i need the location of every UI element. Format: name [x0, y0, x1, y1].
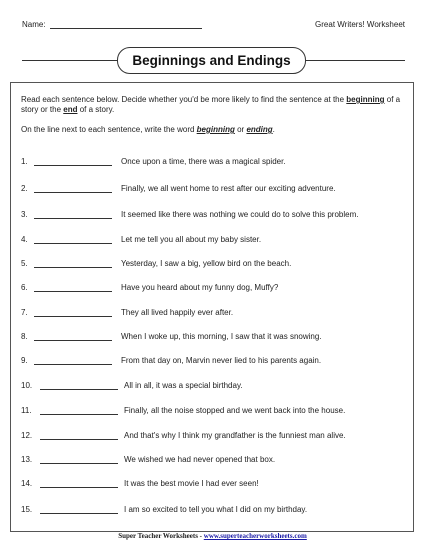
question-sentence: And that's why I think my grandfather is the funniest man alive. — [124, 431, 346, 440]
question-number: 10. — [21, 381, 33, 390]
question-sentence: Yesterday, I saw a big, yellow bird on the beach. — [121, 259, 292, 268]
answer-line[interactable] — [34, 243, 112, 244]
question-number: 9. — [21, 356, 28, 365]
question-row — [21, 235, 411, 247]
question-row — [21, 308, 411, 320]
answer-line[interactable] — [34, 316, 112, 317]
answer-line[interactable] — [40, 414, 118, 415]
keyword-beginning: beginning — [346, 95, 385, 104]
answer-line[interactable] — [34, 340, 112, 341]
question-sentence: They all lived happily ever after. — [121, 308, 234, 317]
question-sentence: It seemed like there was nothing we could do to solve this problem. — [121, 210, 359, 219]
question-sentence: It was the best movie I had ever seen! — [124, 479, 259, 488]
question-row — [21, 184, 411, 196]
question-sentence: I am so excited to tell you what I did on my birthday. — [124, 505, 308, 514]
keyword-ending-answer: ending — [246, 125, 273, 134]
question-sentence: We wished we had never opened that box. — [124, 455, 276, 464]
answer-line[interactable] — [34, 218, 112, 219]
question-sentence: Finally, all the noise stopped and we went back into the house. — [124, 406, 346, 415]
question-number: 6. — [21, 283, 28, 292]
question-sentence: When I woke up, this morning, I saw that it was snowing. — [121, 332, 322, 341]
name-label: Name: — [22, 20, 46, 29]
question-number: 4. — [21, 235, 28, 244]
name-field[interactable] — [50, 28, 202, 29]
footer-link[interactable]: www.superteacherworksheets.com — [203, 532, 307, 540]
question-sentence: From that day on, Marvin never lied to his parents again. — [121, 356, 322, 365]
question-number: 2. — [21, 184, 28, 193]
question-row — [21, 505, 411, 517]
answer-line[interactable] — [34, 364, 112, 365]
question-number: 14. — [21, 479, 33, 488]
keyword-beginning-answer: beginning — [196, 125, 235, 134]
question-row — [21, 356, 411, 368]
instructions-paragraph-1: Read each sentence below. Decide whether you'd be more likely to find the sentence at the beginning of a story or the end of a story. — [21, 95, 401, 114]
instructions-paragraph-2: On the line next to each sentence, write the word beginning or ending. — [21, 125, 275, 134]
answer-line[interactable] — [40, 463, 118, 464]
answer-line[interactable] — [40, 389, 118, 390]
question-number: 3. — [21, 210, 28, 219]
question-sentence: All in all, it was a special birthday. — [124, 381, 243, 390]
answer-line[interactable] — [34, 291, 112, 292]
worksheet-brand: Great Writers! Worksheet — [315, 20, 405, 29]
question-sentence: Let me tell you all about my baby sister. — [121, 235, 262, 244]
question-row — [21, 283, 411, 295]
question-row — [21, 455, 411, 467]
page-footer — [0, 532, 425, 540]
answer-line[interactable] — [34, 165, 112, 166]
question-row — [21, 210, 411, 222]
question-number: 5. — [21, 259, 28, 268]
question-sentence: Finally, we all went home to rest after our exciting adventure. — [121, 184, 336, 193]
question-number: 1. — [21, 157, 28, 166]
question-number: 7. — [21, 308, 28, 317]
question-row — [21, 259, 411, 271]
keyword-end: end — [63, 105, 78, 114]
question-number: 13. — [21, 455, 33, 464]
answer-line[interactable] — [34, 267, 112, 268]
answer-line[interactable] — [40, 513, 118, 514]
question-row — [21, 431, 411, 443]
footer-text: Super Teacher Worksheets - — [118, 532, 204, 540]
answer-line[interactable] — [34, 192, 112, 193]
answer-line[interactable] — [40, 487, 118, 488]
question-row — [21, 157, 411, 169]
question-row — [21, 479, 411, 491]
question-row — [21, 406, 411, 418]
question-sentence: Once upon a time, there was a magical spider. — [121, 157, 286, 166]
question-row — [21, 381, 411, 393]
question-number: 12. — [21, 431, 33, 440]
page-title: Beginnings and Endings — [117, 47, 306, 74]
question-row — [21, 332, 411, 344]
question-number: 11. — [21, 406, 32, 415]
question-sentence: Have you heard about my funny dog, Muffy? — [121, 283, 279, 292]
question-number: 8. — [21, 332, 28, 341]
question-number: 15. — [21, 505, 33, 514]
answer-line[interactable] — [40, 439, 118, 440]
